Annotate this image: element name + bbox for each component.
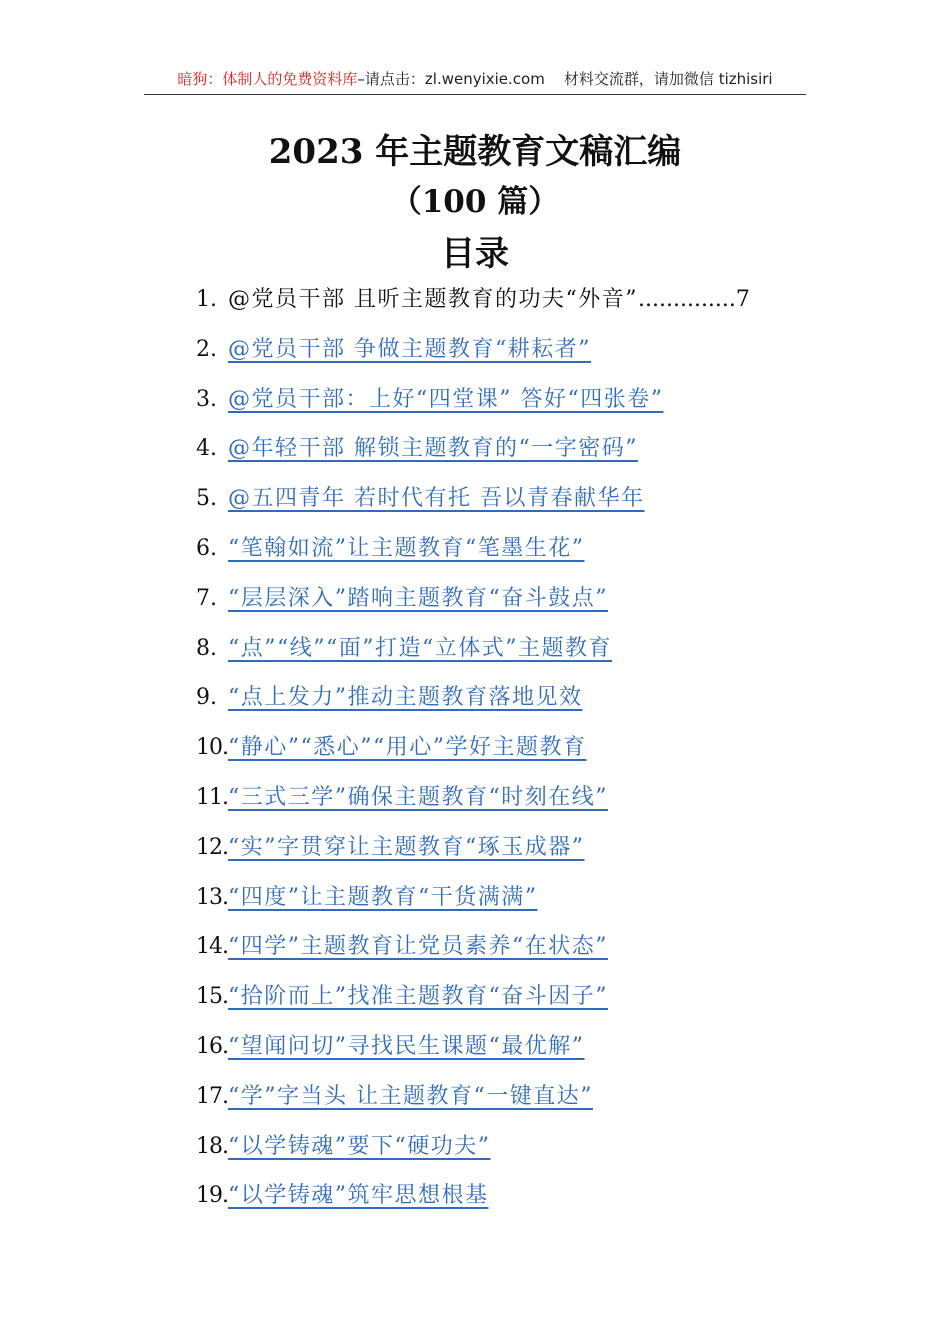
- toc-item-number: 19.: [196, 1183, 228, 1209]
- toc-item[interactable]: [196, 929, 836, 979]
- toc-item[interactable]: [196, 481, 836, 531]
- toc-item-link[interactable]: @党员干部：上好“四堂课” 答好“四张卷”: [228, 386, 664, 412]
- toc-item[interactable]: [196, 880, 836, 930]
- toc-item-link[interactable]: “四度”让主题教育“干货满满”: [228, 884, 538, 910]
- toc-item-link[interactable]: @党员干部 争做主题教育“耕耘者”: [228, 336, 591, 362]
- toc-item-number: 8.: [196, 635, 217, 661]
- toc-item[interactable]: [196, 830, 836, 880]
- toc-item-page: 7: [735, 287, 750, 312]
- toc-item-link[interactable]: “点”“线”“面”打造“立体式”主题教育: [228, 635, 612, 661]
- toc-item-link[interactable]: “点上发力”推动主题教育落地见效: [228, 685, 583, 711]
- toc-item[interactable]: [196, 1129, 836, 1179]
- toc-item[interactable]: [196, 431, 836, 481]
- toc-item[interactable]: [196, 979, 836, 1029]
- toc-item-link[interactable]: “拾阶而上”找准主题教育“奋斗因子”: [228, 984, 608, 1010]
- toc-item-link[interactable]: “实”字贯穿让主题教育“琢玉成器”: [228, 834, 585, 860]
- toc-item[interactable]: [196, 581, 836, 631]
- document-title: 2023 年主题教育文稿汇编: [268, 132, 682, 172]
- toc-item[interactable]: [196, 631, 836, 681]
- toc-item-link[interactable]: “静心”“悉心”“用心”学好主题教育: [228, 735, 587, 761]
- toc-item[interactable]: [196, 780, 836, 830]
- toc-item[interactable]: [196, 730, 836, 780]
- toc-item-number: 10.: [196, 735, 228, 761]
- toc-item-link[interactable]: “望闻问切”寻找民生课题“最优解”: [228, 1033, 585, 1059]
- page-header: [0, 68, 950, 89]
- toc-item-number: 7.: [196, 585, 217, 611]
- toc-item[interactable]: [196, 1178, 836, 1228]
- toc-item-number: 12.: [196, 834, 228, 860]
- header-wechat-note: 材料交流群，请加微信 tizhisiri: [563, 70, 773, 88]
- toc-item-number: 17.: [196, 1083, 228, 1109]
- toc-item-link[interactable]: “层层深入”踏响主题教育“奋斗鼓点”: [228, 585, 608, 611]
- toc-item-link[interactable]: “三式三学”确保主题教育“时刻在线”: [228, 784, 608, 810]
- toc-item-number: 1.: [196, 287, 217, 312]
- toc-item-link[interactable]: “学”字当头 让主题教育“一键直达”: [228, 1083, 593, 1109]
- toc-item-number: 5.: [196, 486, 217, 512]
- toc-item[interactable]: [196, 382, 836, 432]
- toc-item-number: 13.: [196, 884, 228, 910]
- toc-item-number: 3.: [196, 386, 217, 412]
- toc-item-link[interactable]: “笔翰如流”让主题教育“笔墨生花”: [228, 535, 585, 561]
- toc-item-number: 18.: [196, 1133, 228, 1159]
- toc-item-number: 16.: [196, 1033, 228, 1059]
- header-divider: [144, 94, 806, 95]
- toc-item[interactable]: [196, 680, 836, 730]
- toc-item-number: 4.: [196, 436, 217, 462]
- header-click-prefix: –请点击：: [357, 70, 425, 88]
- header-url-link[interactable]: zl.wenyixie.com: [424, 70, 545, 88]
- toc-item-link[interactable]: @五四青年 若时代有托 吾以青春献华年: [228, 486, 645, 512]
- toc-item-link[interactable]: @年轻干部 解锁主题教育的“一字密码”: [228, 436, 638, 462]
- toc-heading: 目录: [441, 234, 509, 274]
- toc-item-number: 14.: [196, 934, 228, 960]
- toc-item-number: 11.: [196, 784, 228, 810]
- toc-item-link[interactable]: “以学铸魂”要下“硬功夫”: [228, 1133, 491, 1159]
- toc-item-leader: ..............: [638, 287, 736, 312]
- toc-item-link[interactable]: “四学”主题教育让党员素养“在状态”: [228, 934, 608, 960]
- toc-item-number: 6.: [196, 535, 217, 561]
- toc-item[interactable]: [196, 332, 836, 382]
- toc-item-link[interactable]: “以学铸魂”筑牢思想根基: [228, 1183, 489, 1209]
- toc-item-title[interactable]: @党员干部 且听主题教育的功夫“外音”: [228, 287, 638, 312]
- toc-item[interactable]: [196, 531, 836, 581]
- toc-item-number: 15.: [196, 984, 228, 1010]
- toc-item[interactable]: [196, 282, 836, 332]
- toc-item-number: 9.: [196, 685, 217, 711]
- document-subtitle: （100 篇）: [390, 184, 560, 220]
- header-site-name: 暗狗：体制人的免费资料库: [177, 70, 358, 88]
- toc-item[interactable]: [196, 1029, 836, 1079]
- table-of-contents: [196, 282, 836, 1228]
- toc-item-number: 2.: [196, 336, 217, 362]
- toc-item[interactable]: [196, 1079, 836, 1129]
